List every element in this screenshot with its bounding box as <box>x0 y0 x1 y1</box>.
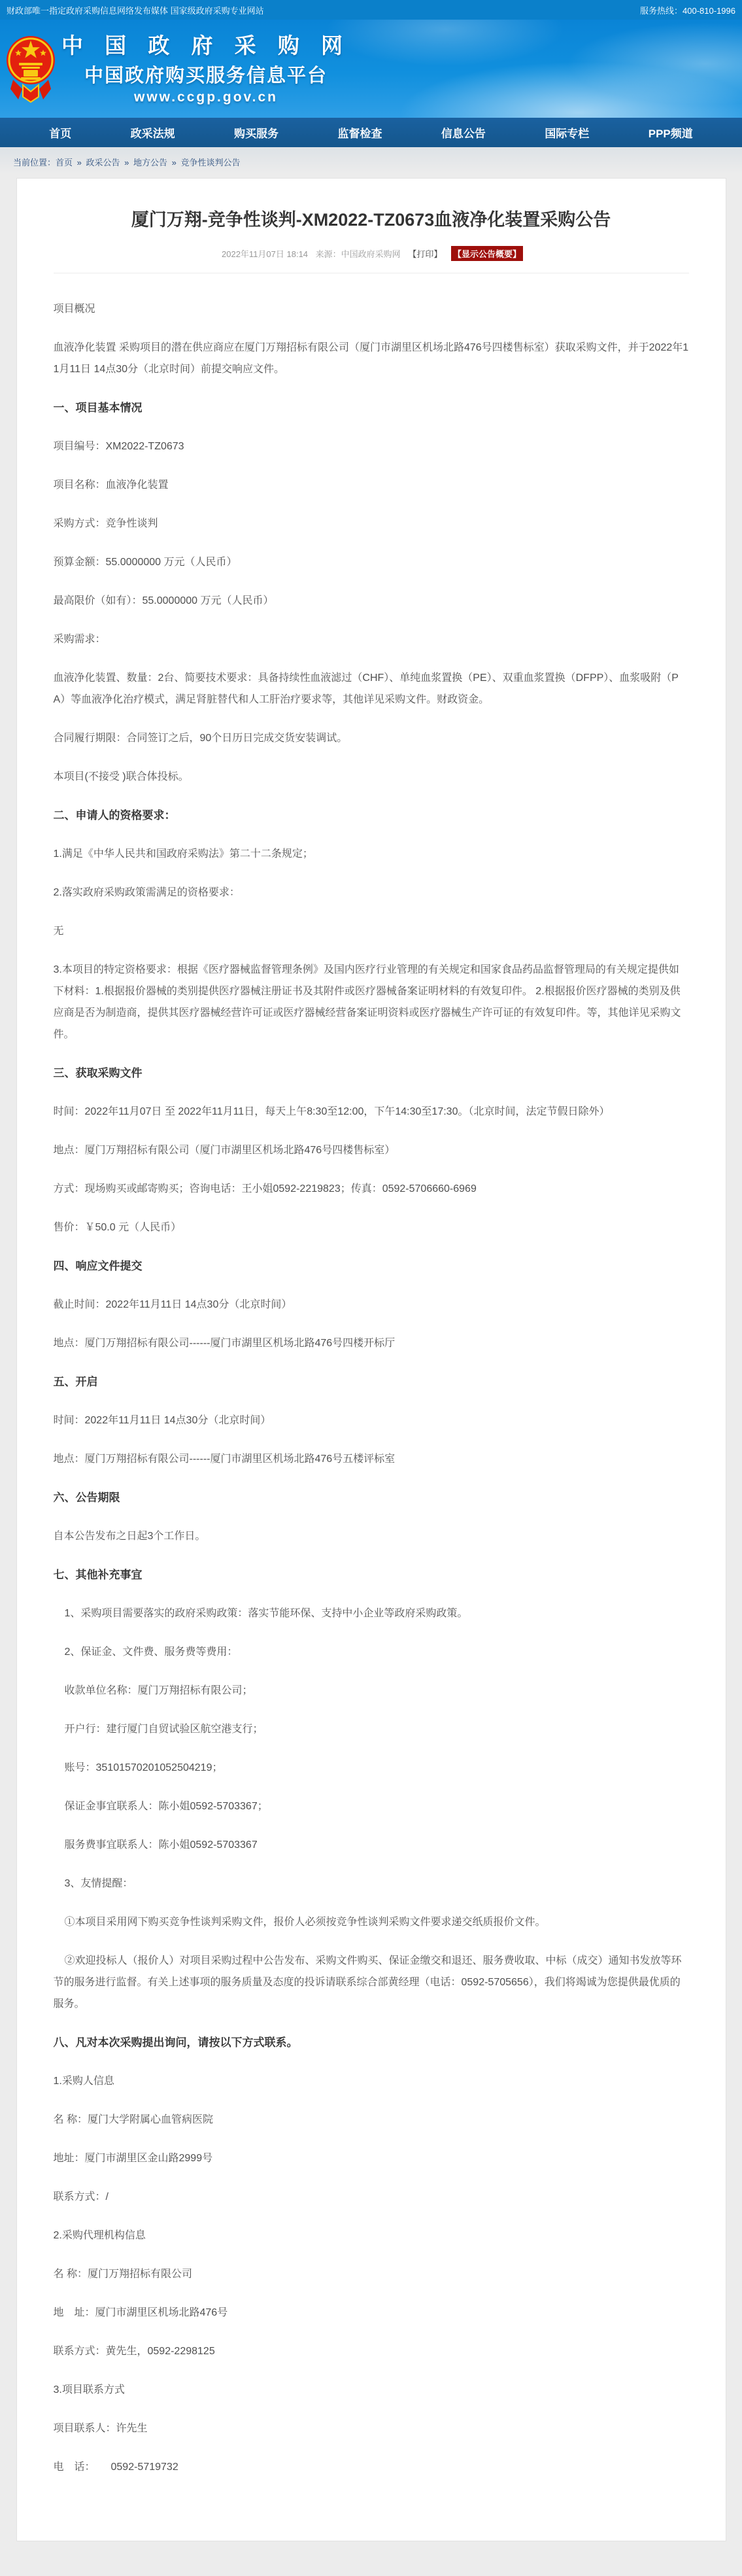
breadcrumb-link[interactable]: 首页 <box>56 158 73 167</box>
paragraph: 2、保证金、文件费、服务费等费用： <box>64 1646 238 1658</box>
service-hotline: 服务热线：400-810-1996 <box>640 5 735 16</box>
section-heading: 二、申请人的资格要求： <box>53 809 176 822</box>
paragraph: 服务费事宜联系人：陈小姐0592-5703367 <box>64 1839 258 1851</box>
nav-item[interactable]: 监督检查 <box>337 128 382 140</box>
breadcrumb-link[interactable]: 政采公告 <box>86 158 120 167</box>
nav-item[interactable]: 购买服务 <box>234 128 279 140</box>
section-heading: 五、开启 <box>53 1376 98 1389</box>
paragraph: 无 <box>53 926 64 937</box>
paragraph: 3、友情提醒： <box>64 1878 133 1890</box>
paragraph: 联系方式：黄先生，0592-2298125 <box>53 2346 215 2358</box>
paragraph: 账号：35101570201052504219； <box>64 1762 223 1774</box>
paragraph: ②欢迎投标人（报价人）对项目采购过程中公告发布、采购文件购买、保证金缴交和退还、服务费收取、中标（成交）通知书发放等环节的服务进行监督。有关上述事项的服务质量及态度的投诉请联系综合部黄经理（电话：0592-5705656），我们将竭诚为您提供最优质的服务。 <box>53 1955 682 2010</box>
paragraph: 合同履行期限：合同签订之后，90个日历日完成交货安装调试。 <box>53 733 348 744</box>
breadcrumb <box>13 156 742 168</box>
paragraph: 2.落实政府采购政策需满足的资格要求： <box>53 887 240 899</box>
site-masthead <box>0 20 742 118</box>
site-slogan: 财政部唯一指定政府采购信息网络发布媒体 国家级政府采购专业网站 <box>7 5 264 16</box>
paragraph: 1、采购项目需要落实的政府采购政策：落实节能环保、支持中小企业等政府采购政策。 <box>64 1608 468 1620</box>
paragraph: 项目名称：血液净化装置 <box>53 479 169 491</box>
top-utility-bar <box>0 0 742 20</box>
paragraph: 名 称：厦门万翔招标有限公司 <box>53 2269 192 2280</box>
paragraph: 收款单位名称：厦门万翔招标有限公司； <box>64 1685 253 1697</box>
section-heading: 八、凡对本次采购提出询问，请按以下方式联系。 <box>53 2036 298 2049</box>
national-emblem-icon <box>5 29 56 107</box>
breadcrumb-strip <box>0 147 742 174</box>
paragraph: 最高限价（如有）：55.0000000 万元（人民币） <box>53 595 274 607</box>
paragraph: 联系方式：/ <box>53 2191 109 2203</box>
paragraph: 项目概况 <box>53 304 95 315</box>
nav-item[interactable]: 政采法规 <box>130 128 175 140</box>
paragraph: 开户行：建行厦门自贸试验区航空港支行； <box>64 1724 263 1735</box>
publish-date: 2022年11月07日 18:14 <box>222 249 309 260</box>
breadcrumb-items <box>56 158 240 167</box>
paragraph: 方式：现场购买或邮寄购买；咨询电话：王小姐0592-2219823；传真：0592-5706660-6969 <box>53 1183 477 1195</box>
section-heading: 四、响应文件提交 <box>53 1260 143 1273</box>
paragraph: 采购需求： <box>53 634 106 646</box>
site-url: www.ccgp.gov.cn <box>133 90 278 105</box>
brand-text <box>61 29 350 107</box>
paragraph: 名 称：厦门大学附属心血管病医院 <box>53 2114 213 2126</box>
site-name: 中 国 政 府 采 购 网 <box>61 33 351 58</box>
paragraph: 截止时间：2022年11月11日 14点30分（北京时间） <box>53 1299 292 1311</box>
section-heading: 一、项目基本情况 <box>53 402 143 415</box>
paragraph: 时间：2022年11月11日 14点30分（北京时间） <box>53 1415 271 1427</box>
article-meta <box>54 246 689 273</box>
paragraph: 预算金额：55.0000000 万元（人民币） <box>53 557 237 568</box>
article-body <box>54 298 689 2478</box>
show-summary-button[interactable]: 【显示公告概要】 <box>451 246 523 261</box>
paragraph: 1.满足《中华人民共和国政府采购法》第二十二条规定； <box>53 848 313 860</box>
breadcrumb-link[interactable]: 竞争性谈判公告 <box>180 158 241 167</box>
site-subtitle: 中国政府购买服务信息平台 <box>84 65 328 86</box>
paragraph: 地点：厦门万翔招标有限公司------厦门市湖里区机场北路476号五楼评标室 <box>53 1453 396 1465</box>
paragraph: 时间：2022年11月07日 至 2022年11月11日，每天上午8:30至12:00，下午14:30至17:30。（北京时间，法定节假日除外） <box>53 1106 610 1118</box>
section-heading: 七、其他补充事宜 <box>53 1569 143 1582</box>
breadcrumb-link[interactable]: 地方公告 <box>133 158 167 167</box>
paragraph: 电 话： 0592-5719732 <box>53 2462 178 2473</box>
nav-item[interactable]: PPP频道 <box>648 128 693 140</box>
paragraph: 1.采购人信息 <box>53 2076 114 2087</box>
paragraph: 项目编号：XM2022-TZ0673 <box>53 441 184 453</box>
nav-item[interactable]: 信息公告 <box>441 128 486 140</box>
breadcrumb-separator: » <box>169 158 179 167</box>
paragraph: 售价：￥50.0 元（人民币） <box>53 1222 182 1234</box>
paragraph: 自本公告发布之日起3个工作日。 <box>53 1531 206 1542</box>
paragraph: 本项目(不接受 )联合体投标。 <box>53 771 189 783</box>
paragraph: 项目联系人：许先生 <box>53 2423 148 2435</box>
paragraph: 地 址：厦门市湖里区机场北路476号 <box>53 2307 228 2319</box>
page-title: 厦门万翔-竞争性谈判-XM2022-TZ0673血液净化装置采购公告 <box>131 210 611 230</box>
breadcrumb-label: 当前位置： <box>13 158 56 167</box>
paragraph: 3.本项目的特定资格要求：根据《医疗器械监督管理条例》及国内医疗行业管理的有关规定和国家食品药品监督管理局的有关规定提供如下材料：1.根据报价器械的类别提供医疗器械注册证书及其附件或医疗器械备案证明材料的有效复印件。 2.根据报价医疗器械的类别及供应商是否为制造商，提供其医疗器械经营许可证或医疗器械经营备案证明资料或医疗器械生产许可证的有效复印件。等，其他详见采购文件。 <box>53 964 681 1041</box>
announcement-panel <box>16 178 726 2541</box>
paragraph: 保证金事宜联系人：陈小姐0592-5703367； <box>64 1801 268 1813</box>
paragraph: 血液净化装置、数量：2台、简要技术要求：具备持续性血液滤过（CHF）、单纯血浆置换（PE）、双重血浆置换（DFPP）、血浆吸附（PA）等血液净化治疗模式，满足肾脏替代和人工肝治疗要求等，其他详见采购文件。财政资金。 <box>53 672 679 706</box>
paragraph: 3.项目联系方式 <box>53 2384 125 2396</box>
section-heading: 六、公告期限 <box>53 1491 120 1505</box>
paragraph: 地址：厦门市湖里区金山路2999号 <box>53 2153 213 2165</box>
paragraph: 血液净化装置 采购项目的潜在供应商应在厦门万翔招标有限公司（厦门市湖里区机场北路476号四楼售标室）获取采购文件，并于2022年11月11日 14点30分（北京时间）前提交响应文件。 <box>53 342 689 375</box>
paragraph: 采购方式：竞争性谈判 <box>53 518 158 530</box>
print-button[interactable]: 【打印】 <box>408 249 443 260</box>
paragraph: 地点：厦门万翔招标有限公司------厦门市湖里区机场北路476号四楼开标厅 <box>53 1338 396 1349</box>
breadcrumb-separator: » <box>75 158 84 167</box>
breadcrumb-separator: » <box>122 158 131 167</box>
paragraph: ①本项目采用网下购买竞争性谈判采购文件，报价人必须按竞争性谈判采购文件要求递交纸质报价文件。 <box>64 1917 546 1928</box>
section-heading: 三、获取采购文件 <box>53 1067 143 1080</box>
nav-item[interactable]: 首页 <box>49 128 72 140</box>
paragraph: 2.采购代理机构信息 <box>53 2230 146 2242</box>
main-nav <box>0 118 742 147</box>
nav-item[interactable]: 国际专栏 <box>545 128 590 140</box>
site-logo[interactable] <box>5 29 350 107</box>
paragraph: 地点：厦门万翔招标有限公司（厦门市湖里区机场北路476号四楼售标室） <box>53 1145 396 1157</box>
article-source: 来源：中国政府采购网 <box>315 249 401 260</box>
